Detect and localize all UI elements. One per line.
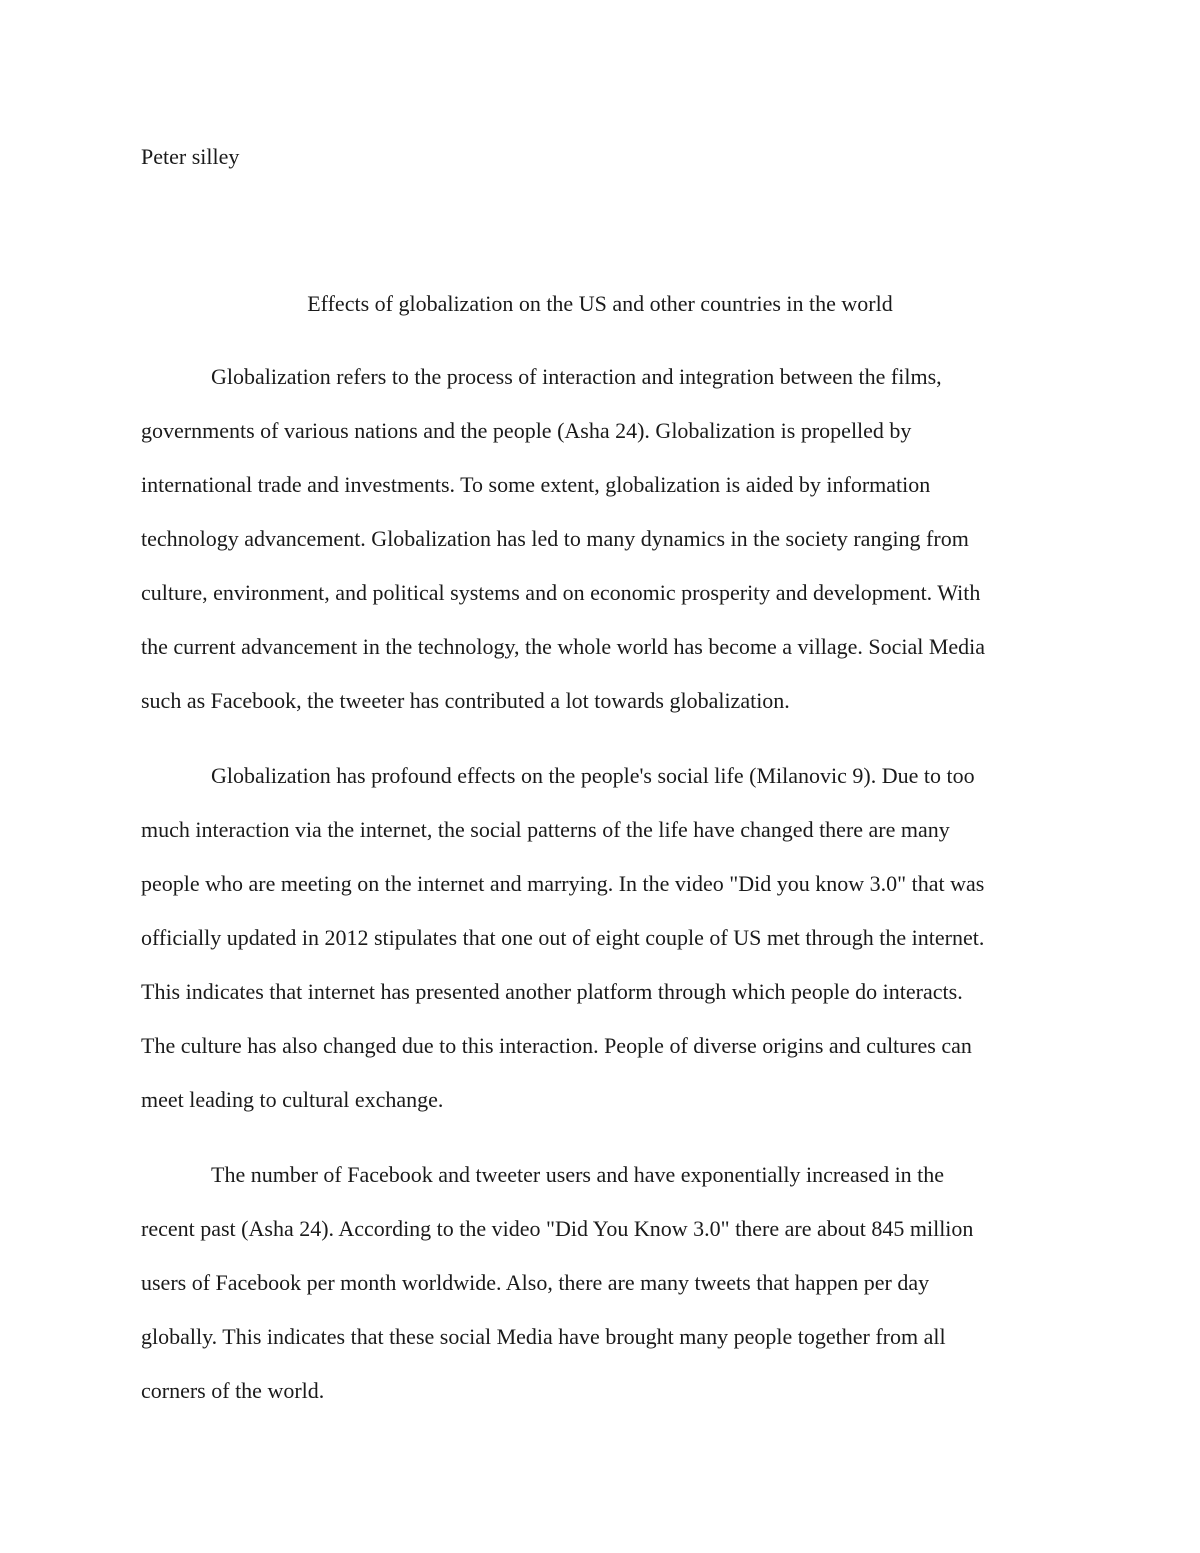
body-paragraph [141,1160,1071,1430]
paragraph-line: recent past (Asha 24). According to the video "Did You Know 3.0" there are about 845 million [141,1216,974,1241]
paragraph-line: meet leading to cultural exchange. [141,1087,444,1112]
paragraph-line: governments of various nations and the people (Asha 24). Globalization is propelled by [141,418,912,443]
body-paragraph [141,362,1071,740]
paragraph-line: technology advancement. Globalization has led to many dynamics in the society ranging from [141,526,969,551]
author-name: Peter silley [141,144,240,169]
paragraph-line: officially updated in 2012 stipulates that one out of eight couple of US met through the internet. [141,925,985,950]
paragraph-line: the current advancement in the technology, the whole world has become a village. Social Media [141,634,986,659]
paragraph-line: corners of the world. [141,1378,325,1403]
paragraph-line: users of Facebook per month worldwide. Also, there are many tweets that happen per day [141,1270,930,1295]
body-paragraph [141,761,1071,1139]
paragraph-line: people who are meeting on the internet and marrying. In the video "Did you know 3.0" that was [141,871,985,896]
paragraph-line: such as Facebook, the tweeter has contributed a lot towards globalization. [141,688,790,713]
document-title: Effects of globalization on the US and other countries in the world [307,291,893,316]
paragraph-line: The culture has also changed due to this interaction. People of diverse origins and cultures can [141,1033,972,1058]
paragraph-line: Globalization refers to the process of interaction and integration between the films, [211,364,942,389]
paragraph-line: much interaction via the internet, the social patterns of the life have changed there are many [141,817,950,842]
paragraph-line: international trade and investments. To some extent, globalization is aided by information [141,472,931,497]
paragraph-line: culture, environment, and political systems and on economic prosperity and development. With [141,580,981,605]
paragraph-line: This indicates that internet has presented another platform through which people do interacts. [141,979,963,1004]
paragraph-line: globally. This indicates that these social Media have brought many people together from all [141,1324,946,1349]
paragraph-line: The number of Facebook and tweeter users and have exponentially increased in the [211,1162,945,1187]
paragraph-line: Globalization has profound effects on the people's social life (Milanovic 9). Due to too [211,763,975,788]
